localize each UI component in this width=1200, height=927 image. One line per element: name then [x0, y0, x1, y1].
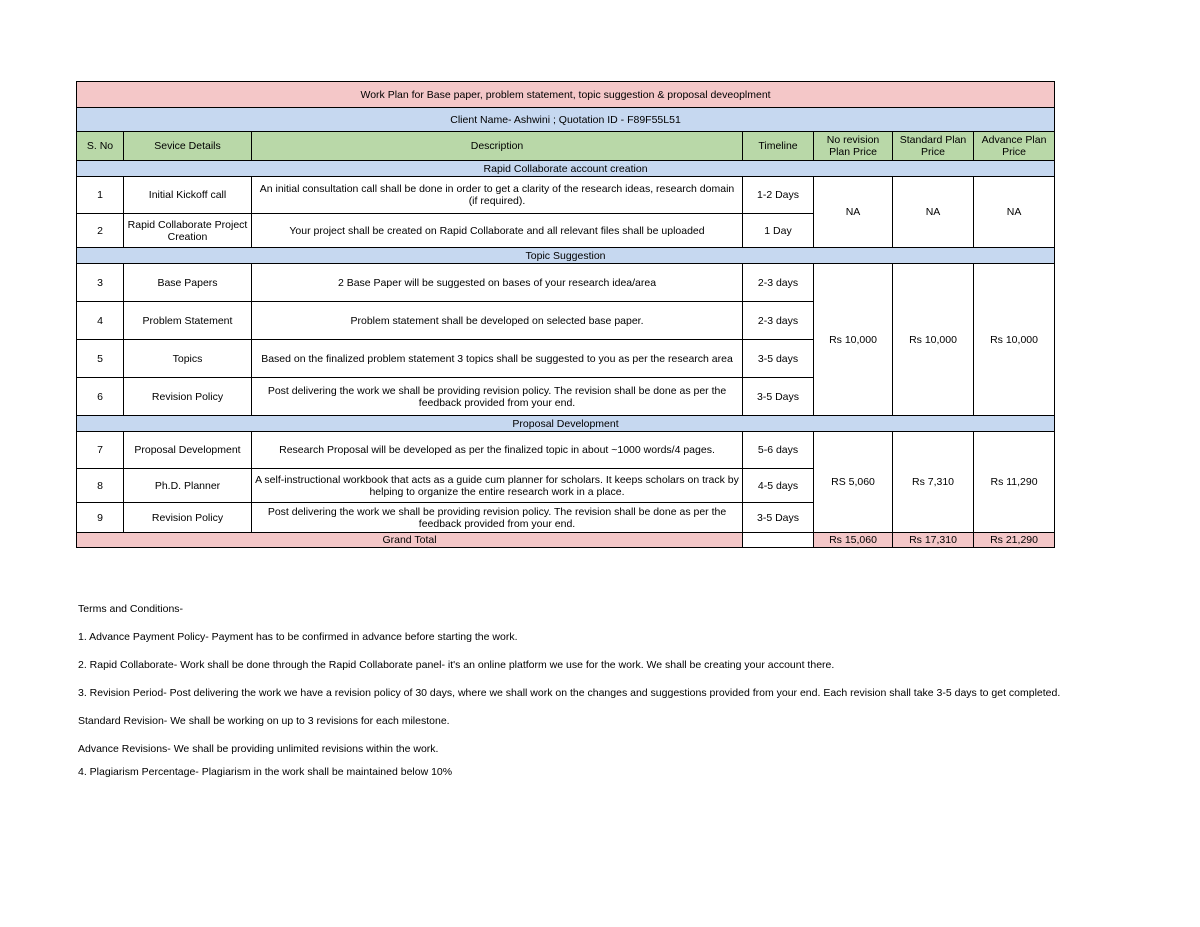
price-standard: NA — [893, 177, 974, 248]
section-title: Proposal Development — [77, 416, 1055, 432]
header-advance-price: Advance Plan Price — [974, 132, 1055, 161]
grand-total-label: Grand Total — [77, 533, 743, 548]
terms-item: 4. Plagiarism Percentage- Plagiarism in the work shall be maintained below 10% — [78, 766, 453, 778]
row-timeline: 2-3 days — [743, 264, 814, 302]
row-timeline: 3-5 days — [743, 340, 814, 378]
terms-item: 1. Advance Payment Policy- Payment has to be confirmed in advance before starting the work. — [78, 631, 518, 643]
section-title: Topic Suggestion — [77, 248, 1055, 264]
total-standard: Rs 17,310 — [893, 533, 974, 548]
row-timeline: 2-3 days — [743, 302, 814, 340]
row-sno: 4 — [77, 302, 124, 340]
row-service: Proposal Development — [124, 432, 252, 469]
row-service: Revision Policy — [124, 378, 252, 416]
grand-total-blank — [743, 533, 814, 548]
row-sno: 5 — [77, 340, 124, 378]
row-sno: 9 — [77, 503, 124, 533]
price-standard: Rs 7,310 — [893, 432, 974, 533]
row-description: Based on the finalized problem statement 3 topics shall be suggested to you as per the research area — [252, 340, 743, 378]
row-description: A self-instructional workbook that acts as a guide cum planner for scholars. It keeps scholars on track by helping to organize the entire research work in a place. — [252, 469, 743, 503]
header-service: Sevice Details — [124, 132, 252, 161]
row-service: Ph.D. Planner — [124, 469, 252, 503]
header-description: Description — [252, 132, 743, 161]
row-service: Initial Kickoff call — [124, 177, 252, 214]
row-timeline: 1-2 Days — [743, 177, 814, 214]
price-no-revision: Rs 10,000 — [814, 264, 893, 416]
terms-item: 3. Revision Period- Post delivering the work we have a revision policy of 30 days, where we shall work on the changes and suggestions provided from your end. Each revision shall take 3-5 days to get completed. — [78, 687, 1061, 699]
header-standard-price: Standard Plan Price — [893, 132, 974, 161]
row-sno: 2 — [77, 214, 124, 248]
terms-item: Advance Revisions- We shall be providing unlimited revisions within the work. — [78, 743, 439, 755]
row-description: Post delivering the work we shall be providing revision policy. The revision shall be done as per the feedback provided from your end. — [252, 378, 743, 416]
price-no-revision: RS 5,060 — [814, 432, 893, 533]
row-timeline: 3-5 Days — [743, 503, 814, 533]
client-info: Client Name- Ashwini ; Quotation ID - F89F55L51 — [77, 108, 1055, 132]
row-timeline: 3-5 Days — [743, 378, 814, 416]
header-no-revision-price: No revision Plan Price — [814, 132, 893, 161]
row-description: Post delivering the work we shall be providing revision policy. The revision shall be done as per the feedback provided from your end. — [252, 503, 743, 533]
row-description: Research Proposal will be developed as per the finalized topic in about ~1000 words/4 pages. — [252, 432, 743, 469]
row-description: An initial consultation call shall be done in order to get a clarity of the research ideas, research domain (if required). — [252, 177, 743, 214]
total-no-revision: Rs 15,060 — [814, 533, 893, 548]
row-sno: 1 — [77, 177, 124, 214]
row-description: Your project shall be created on Rapid Collaborate and all relevant files shall be uploaded — [252, 214, 743, 248]
row-timeline: 1 Day — [743, 214, 814, 248]
row-timeline: 5-6 days — [743, 432, 814, 469]
row-service: Revision Policy — [124, 503, 252, 533]
row-sno: 3 — [77, 264, 124, 302]
terms-item: 2. Rapid Collaborate- Work shall be done through the Rapid Collaborate panel- it's an online platform we use for the work. We shall be creating your account there. — [78, 659, 835, 671]
row-sno: 7 — [77, 432, 124, 469]
table-title: Work Plan for Base paper, problem statement, topic suggestion & proposal deveoplment — [77, 82, 1055, 108]
row-service: Base Papers — [124, 264, 252, 302]
price-no-revision: NA — [814, 177, 893, 248]
terms-item: Standard Revision- We shall be working on up to 3 revisions for each milestone. — [78, 715, 450, 727]
row-description: Problem statement shall be developed on selected base paper. — [252, 302, 743, 340]
header-timeline: Timeline — [743, 132, 814, 161]
terms-heading: Terms and Conditions- — [78, 603, 184, 615]
price-advance: NA — [974, 177, 1055, 248]
price-advance: Rs 11,290 — [974, 432, 1055, 533]
row-description: 2 Base Paper will be suggested on bases of your research idea/area — [252, 264, 743, 302]
row-timeline: 4-5 days — [743, 469, 814, 503]
header-sno: S. No — [77, 132, 124, 161]
grand-total-row — [77, 533, 1055, 548]
total-advance: Rs 21,290 — [974, 533, 1055, 548]
work-plan-table — [76, 81, 1055, 548]
price-standard: Rs 10,000 — [893, 264, 974, 416]
row-sno: 8 — [77, 469, 124, 503]
table-row — [77, 432, 1055, 469]
row-sno: 6 — [77, 378, 124, 416]
table-header-row — [77, 132, 1055, 161]
row-service: Problem Statement — [124, 302, 252, 340]
row-service: Topics — [124, 340, 252, 378]
section-title: Rapid Collaborate account creation — [77, 161, 1055, 177]
table-row — [77, 177, 1055, 214]
table-row — [77, 264, 1055, 302]
price-advance: Rs 10,000 — [974, 264, 1055, 416]
row-service: Rapid Collaborate Project Creation — [124, 214, 252, 248]
